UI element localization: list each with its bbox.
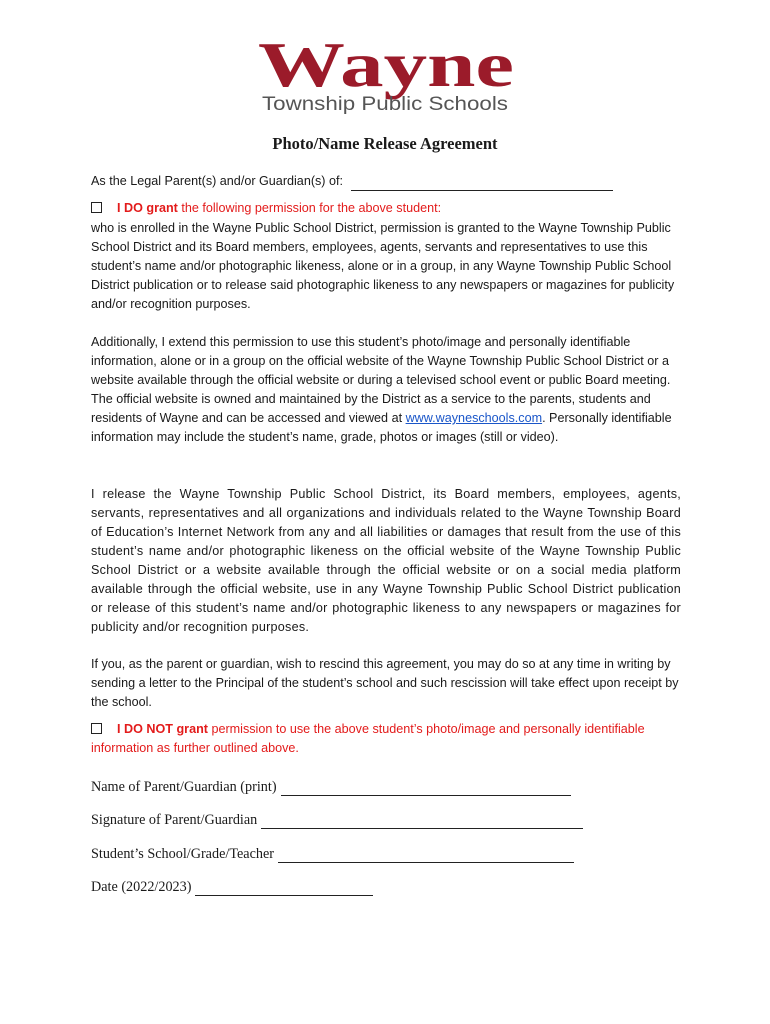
signature-field bbox=[91, 812, 583, 829]
date-blank[interactable] bbox=[195, 881, 373, 896]
school-field bbox=[91, 846, 574, 863]
deny-option bbox=[91, 720, 651, 758]
parent-name-blank[interactable] bbox=[281, 781, 571, 796]
signature-label: Signature of Parent/Guardian bbox=[91, 812, 258, 828]
paragraph-rescind: If you, as the parent or guardian, wish to rescind this agreement, you may do so at any time in writing by sending a letter to the Principal of the student’s school and such rescission will take effect upon receipt by the school. bbox=[91, 657, 679, 709]
deny-text: permission to use the above student’s photo/image and personally identifiable information as further outlined above. bbox=[91, 722, 645, 755]
date-label: Date (2022/2023) bbox=[91, 879, 192, 895]
deny-emphasis: I DO NOT grant bbox=[117, 722, 208, 736]
document-title: Photo/Name Release Agreement bbox=[272, 134, 498, 153]
paragraph-website bbox=[91, 333, 681, 447]
date-field bbox=[91, 879, 373, 896]
guardian-of-line bbox=[91, 172, 613, 191]
logo-wordmark: Wayne bbox=[258, 29, 514, 100]
parent-name-field bbox=[91, 779, 571, 796]
deny-checkbox[interactable] bbox=[91, 723, 102, 734]
grant-emphasis: I DO grant bbox=[117, 201, 178, 215]
grant-text: the following permission for the above student: bbox=[177, 201, 442, 215]
guardian-of-label: As the Legal Parent(s) and/or Guardian(s) of: bbox=[91, 174, 344, 188]
logo-subtitle: Township Public Schools bbox=[262, 94, 508, 115]
paragraph-website-text-1: Additionally, I extend this permission to use this student’s photo/image and personally identifiable information, alone or in a group on the official website of the Wayne Township Public School District or a website available through the official website or during a televised school event or public Board meeting. The official website is owned and maintained by the District as a service to the parents, students and residents of Wayne and can be accessed and viewed at bbox=[91, 335, 671, 425]
parent-name-label: Name of Parent/Guardian (print) bbox=[91, 779, 277, 795]
wayne-logo bbox=[256, 28, 518, 116]
wayneschools-link[interactable]: www.wayneschools.com bbox=[405, 411, 543, 425]
wayne-logo-graphic bbox=[256, 28, 518, 116]
school-label: Student’s School/Grade/Teacher bbox=[91, 846, 274, 862]
paragraph-release: I release the Wayne Township Public School District, its Board members, employees, agents, servants, representatives and all organizations and individuals related to the Wayne Township Board of Education’s Internet Network from any and all liabilities or damages that result from the use of this student’s name and/or photographic likeness on the official website of the Wayne Township Public School District or a website available through the official website or on a social media platform available through the official website, use in any Wayne Township Public School District publication or release of this student’s name and/or photographic likeness to any newspapers or magazines for publicity and/or recognition purposes. bbox=[91, 487, 681, 634]
grant-option bbox=[91, 199, 441, 218]
school-blank[interactable] bbox=[278, 848, 574, 863]
student-name-blank[interactable] bbox=[351, 178, 613, 191]
paragraph-permission: who is enrolled in the Wayne Public School District, permission is granted to the Wayne Township Public School District and its Board members, employees, agents, servants and representatives to use this student’s name and/or photographic likeness, alone or in a group, in any Wayne Township Public School District publication or to release said photographic likeness to any newspapers or magazines for publicity and/or recognition purposes. bbox=[91, 221, 675, 311]
signature-blank[interactable] bbox=[261, 814, 583, 829]
grant-checkbox[interactable] bbox=[91, 202, 102, 213]
paragraph-website-text-2: . Personally identifiable information may include the student’s name, grade, photos or images (still or video). bbox=[91, 411, 672, 444]
